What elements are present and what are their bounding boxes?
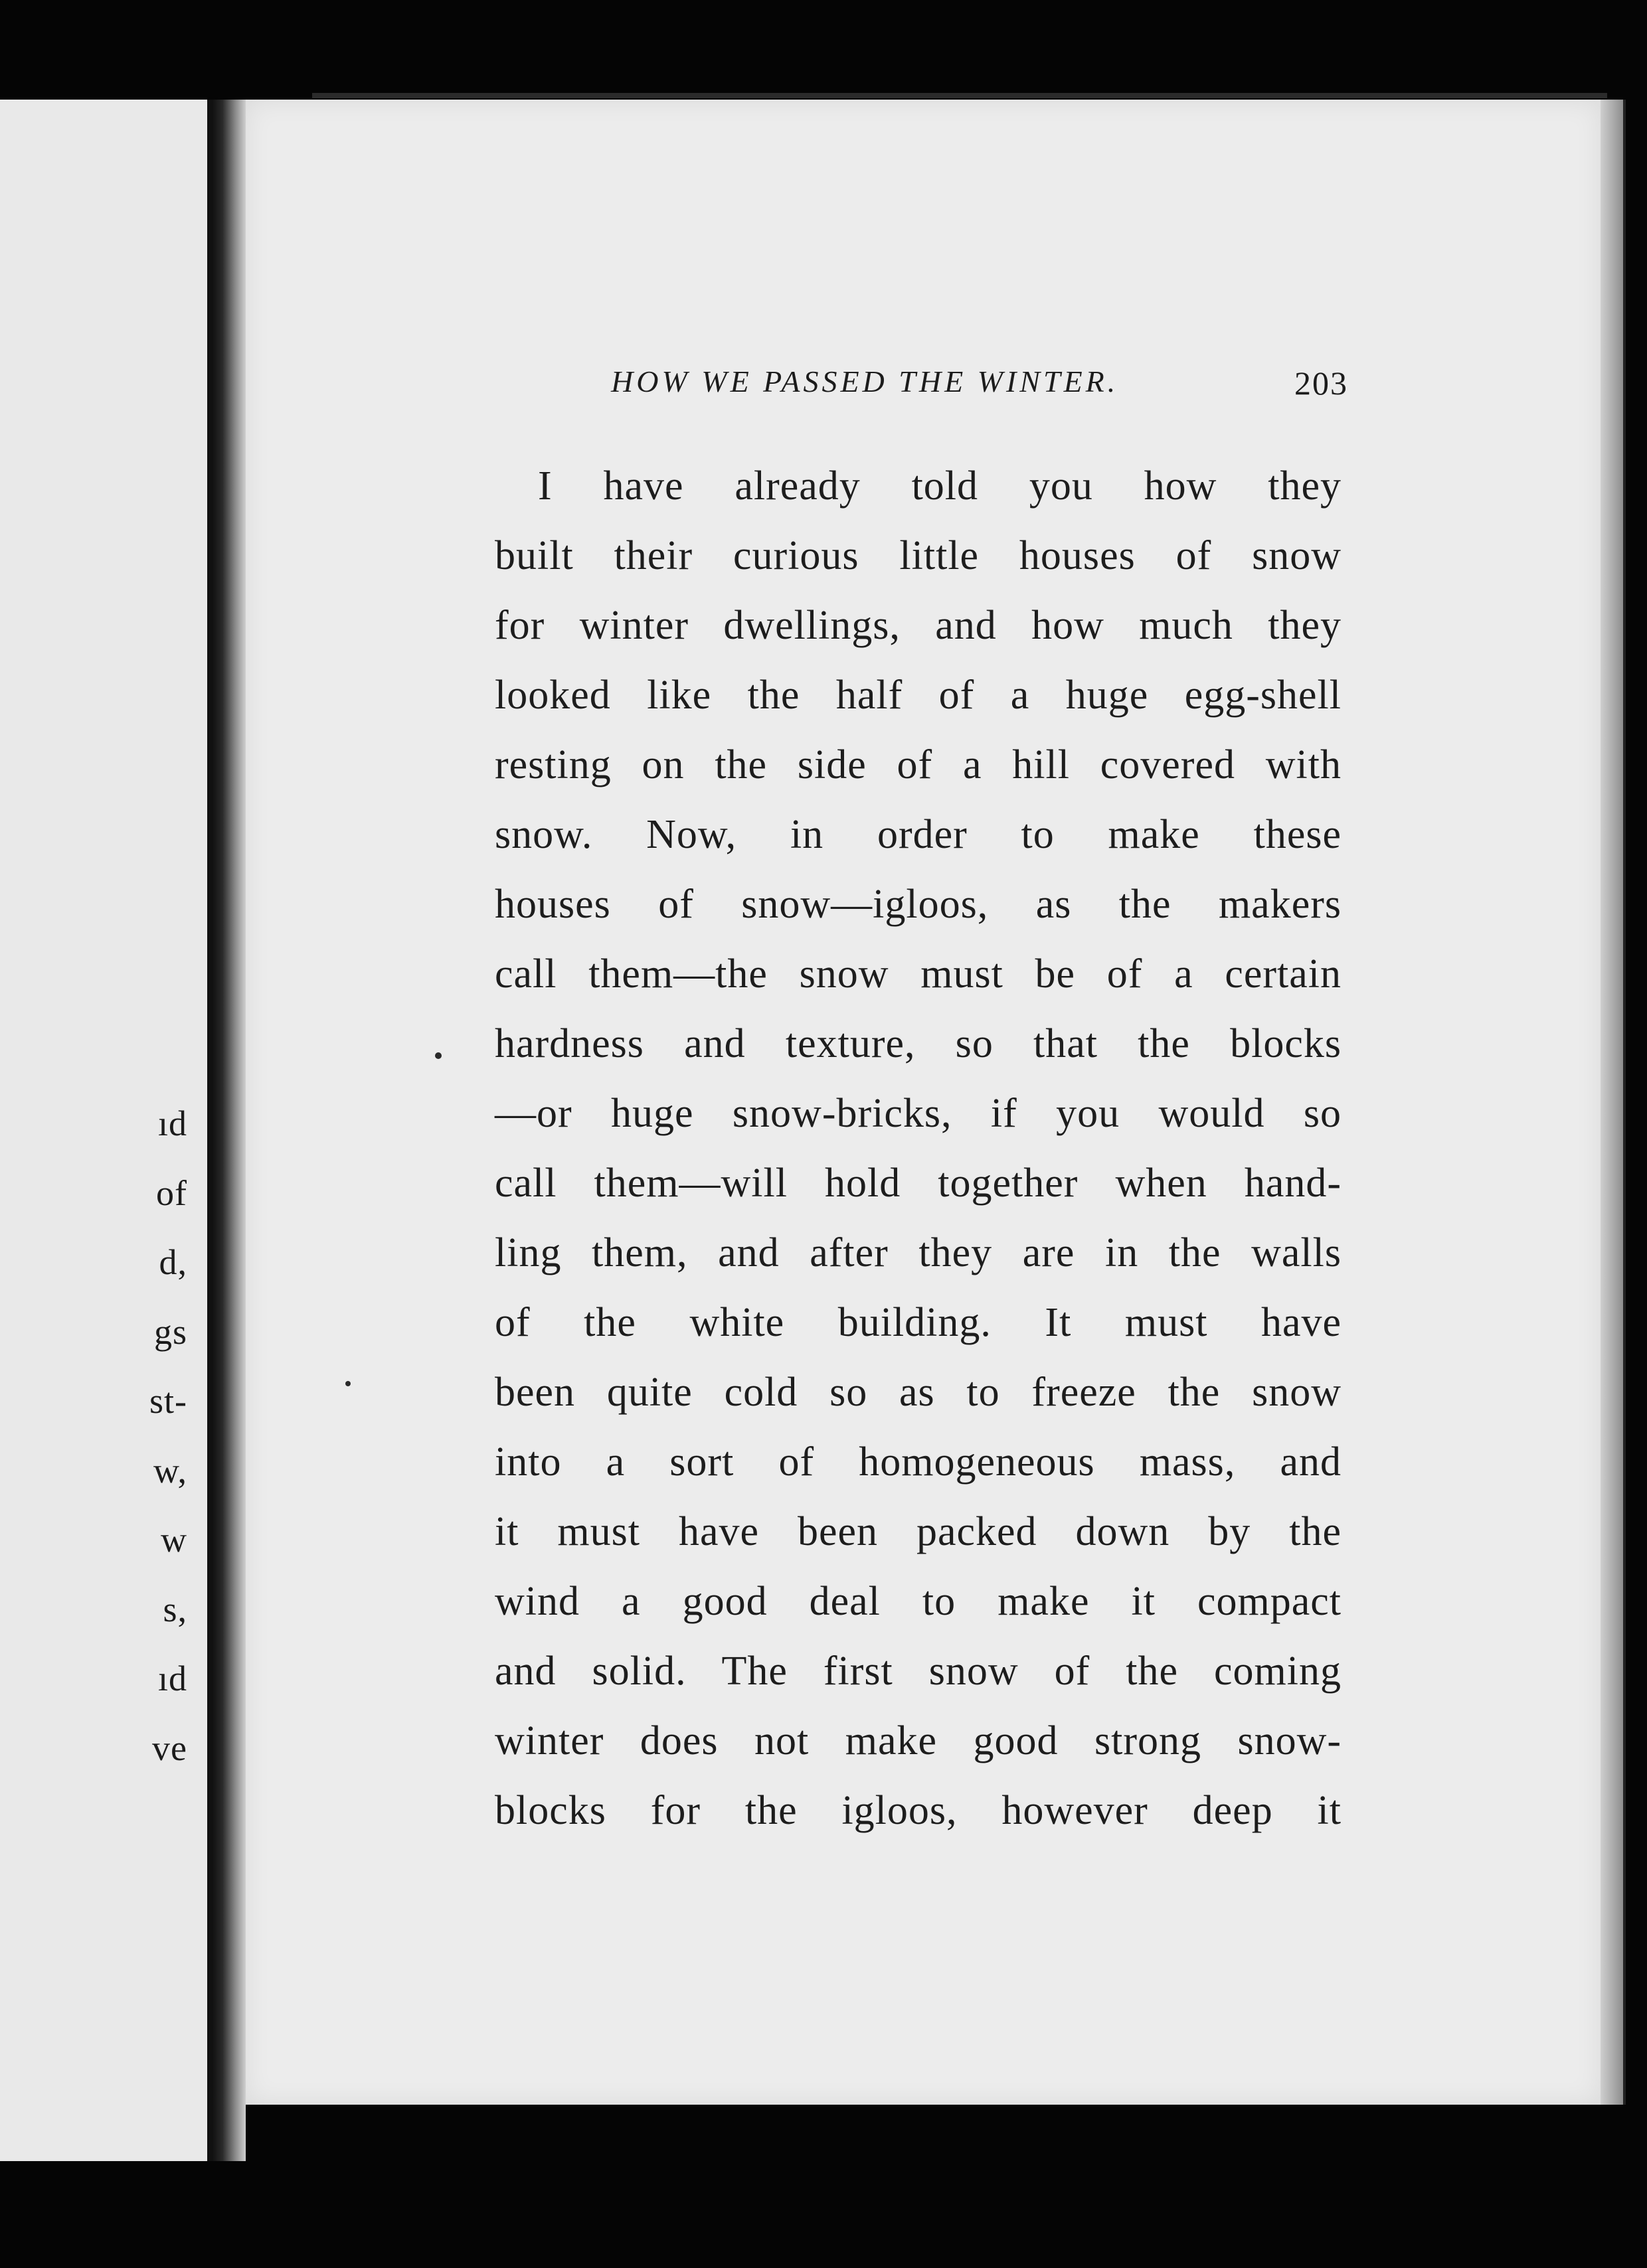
page-edge xyxy=(1601,100,1626,2105)
ink-speck xyxy=(435,1052,442,1059)
text-line: —or huge snow-bricks, if you would so xyxy=(495,1091,1342,1136)
line-ending: w xyxy=(161,1520,187,1560)
line-ending: w, xyxy=(153,1450,187,1491)
text-line: call them—the snow must be of a certain xyxy=(495,951,1342,997)
page-top-edge xyxy=(312,93,1607,98)
line-ending: ıd xyxy=(157,1103,187,1143)
text-line: of the white building. It must have xyxy=(495,1300,1342,1345)
text-line: been quite cold so as to freeze the snow xyxy=(495,1370,1342,1415)
text-line: ling them, and after they are in the walls xyxy=(495,1230,1342,1275)
text-line: hardness and texture, so that the blocks xyxy=(495,1021,1342,1066)
text-line: for winter dwellings, and how much they xyxy=(495,603,1342,648)
text-line: it must have been packed down by the xyxy=(495,1509,1342,1554)
text-line: resting on the side of a hill covered with xyxy=(495,742,1342,787)
text-line: I have already told you how they xyxy=(538,463,1342,509)
line-ending: of xyxy=(156,1173,187,1213)
page-number: 203 xyxy=(1294,364,1348,402)
text-line: blocks for the igloos, however deep it xyxy=(495,1788,1342,1833)
text-line: and solid. The first snow of the coming xyxy=(495,1649,1342,1694)
line-ending: ıd xyxy=(157,1659,187,1698)
text-line: built their curious little houses of snow xyxy=(495,533,1342,578)
text-line: looked like the half of a huge egg-shell xyxy=(495,673,1342,718)
previous-page-line-endings xyxy=(128,1089,187,1783)
book-gutter xyxy=(213,100,246,2161)
running-header xyxy=(611,364,1348,410)
text-line: houses of snow—igloos, as the makers xyxy=(495,882,1342,927)
line-ending: gs xyxy=(153,1311,187,1352)
text-line: winter does not make good strong snow- xyxy=(495,1718,1342,1763)
previous-page-fragment xyxy=(0,100,213,2161)
line-ending: d, xyxy=(159,1242,187,1282)
line-ending: ve xyxy=(152,1728,187,1768)
text-line: snow. Now, in order to make these xyxy=(495,812,1342,857)
text-line: call them—will hold together when hand- xyxy=(495,1161,1342,1206)
text-line: into a sort of homogeneous mass, and xyxy=(495,1439,1342,1485)
body-text xyxy=(495,451,1342,1846)
ink-speck xyxy=(345,1381,351,1386)
line-ending: s, xyxy=(163,1589,187,1629)
text-line: wind a good deal to make it compact xyxy=(495,1579,1342,1624)
line-ending: st- xyxy=(149,1381,187,1421)
chapter-title: HOW WE PASSED THE WINTER. xyxy=(611,364,1119,398)
